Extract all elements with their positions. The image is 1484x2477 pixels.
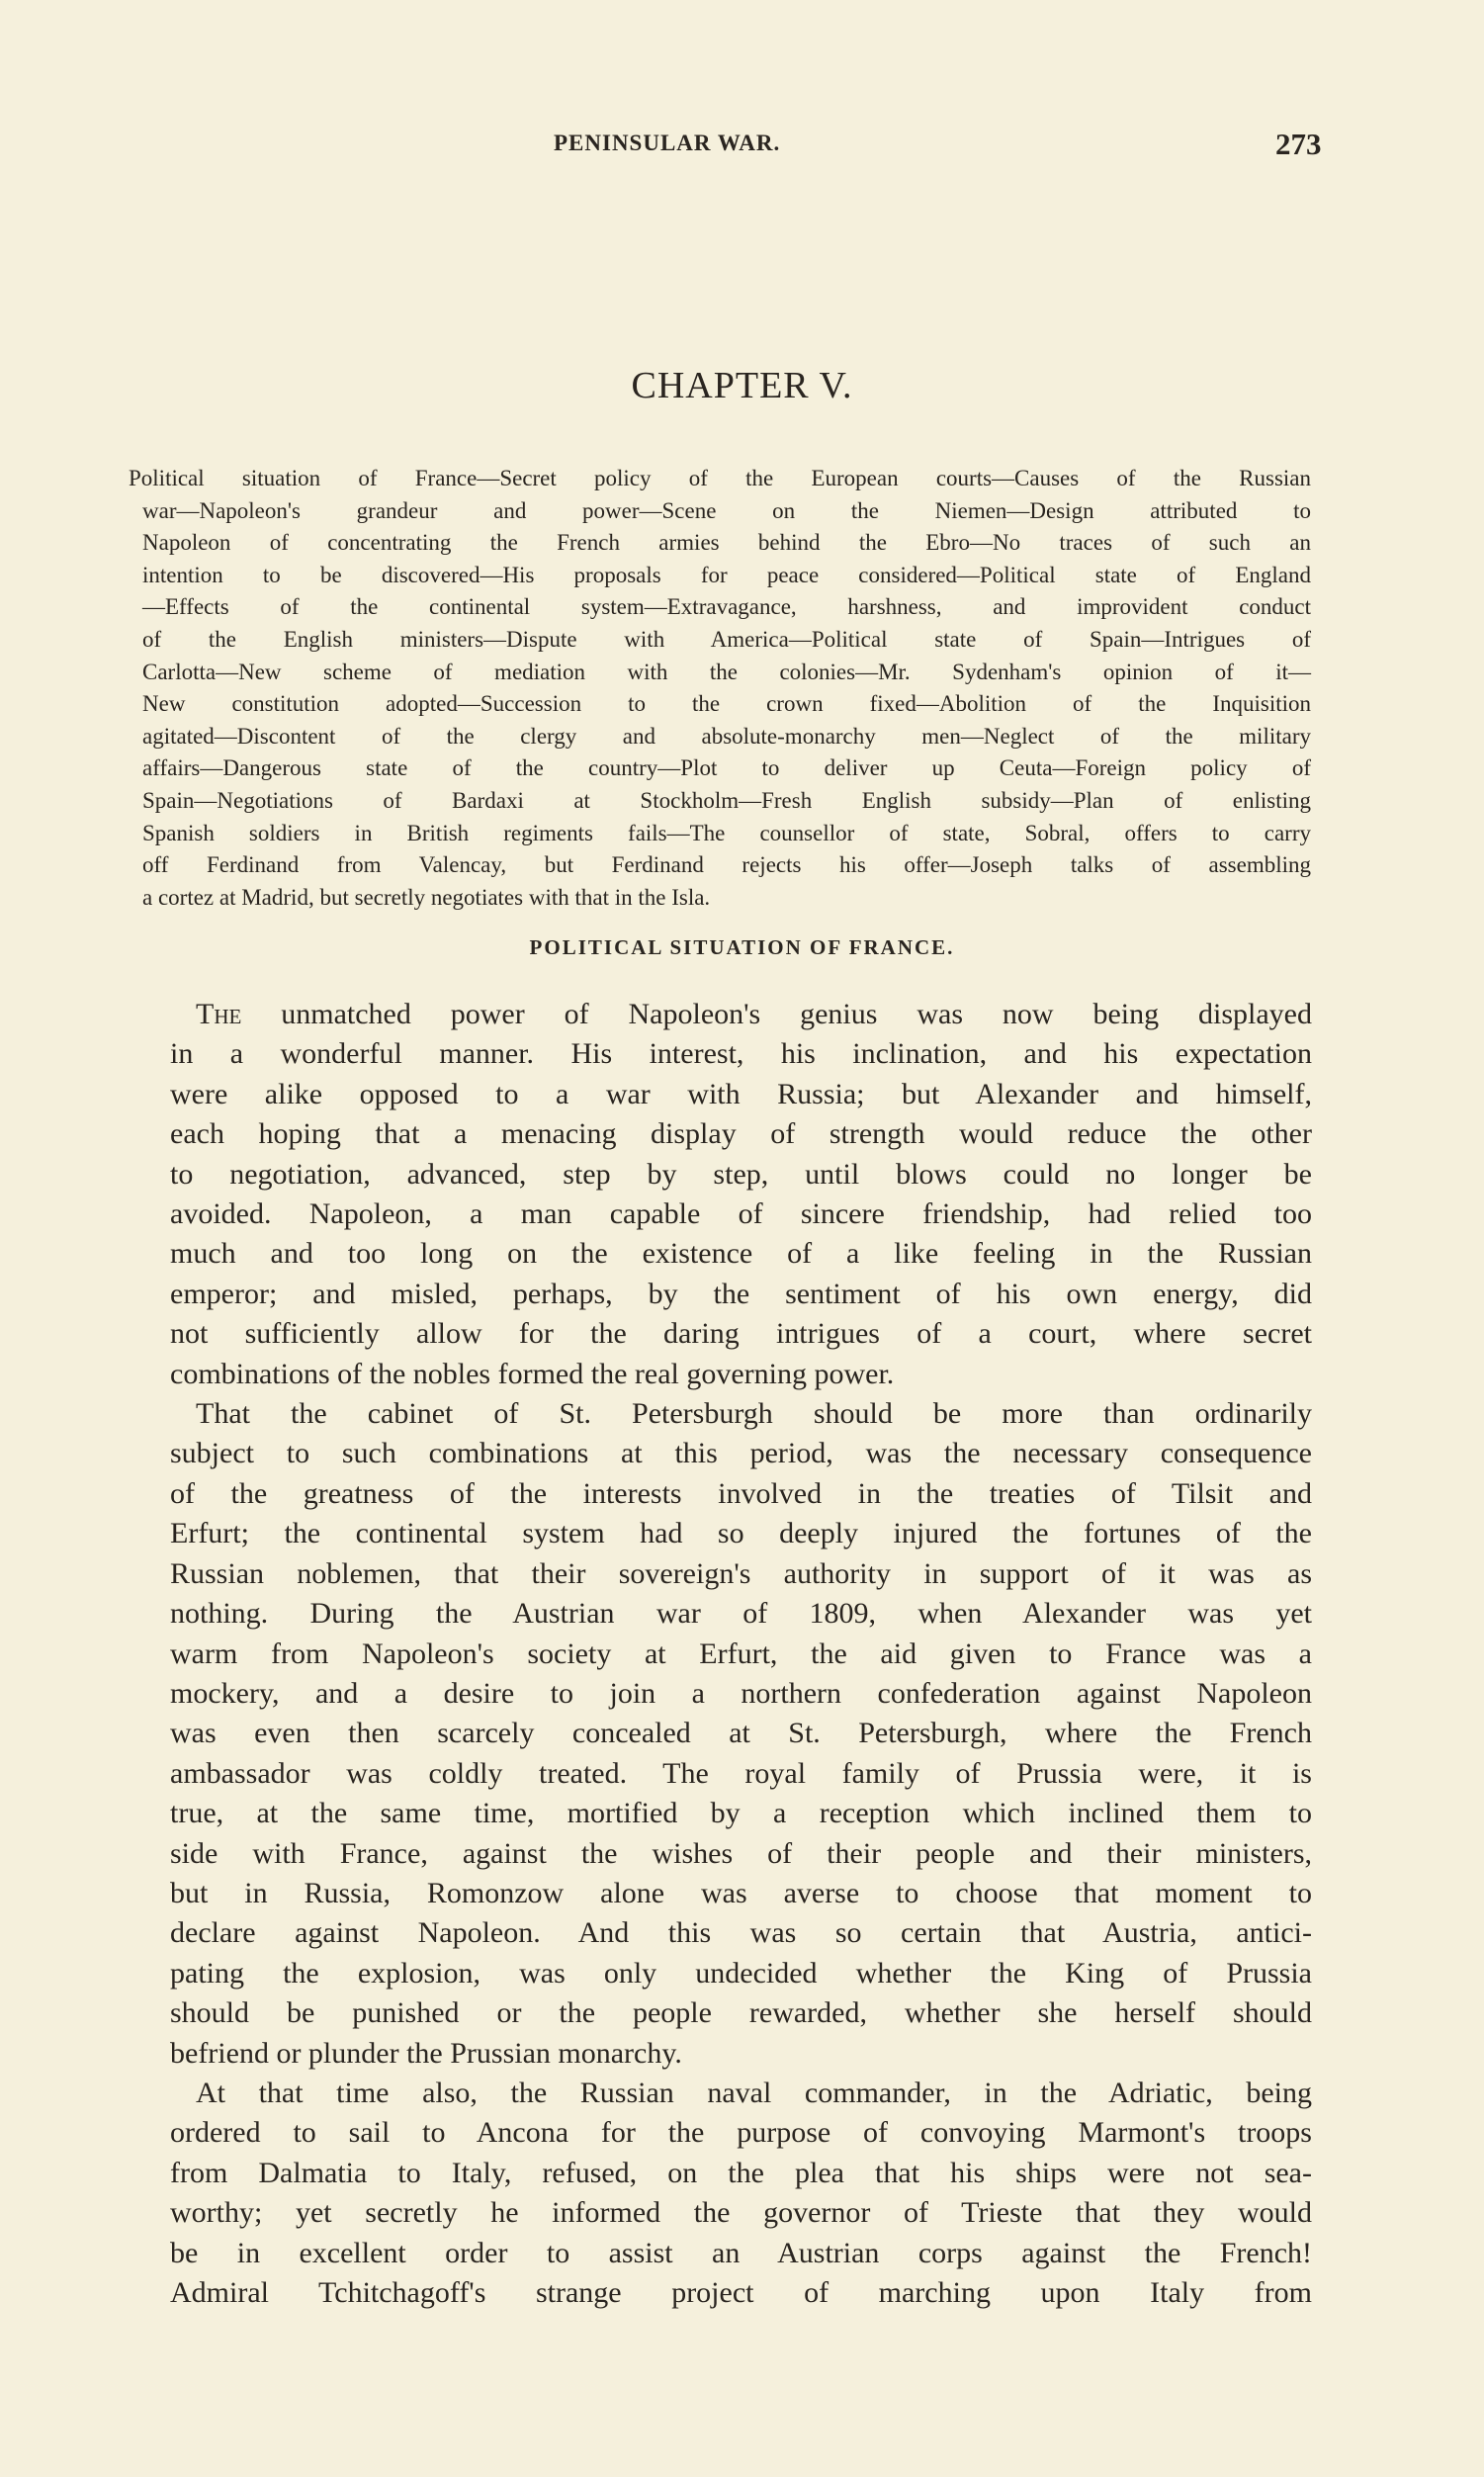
summary-line: Spanish soldiers in British regiments fails—The counsellor of state, Sobral, offers to carry xyxy=(142,820,1311,845)
body-line xyxy=(170,995,1312,1034)
summary-line: a cortez at Madrid, but secretly negotiates with that in the Isla. xyxy=(142,884,711,910)
body-line: Erfurt; the continental system had so deeply injured the fortunes of the xyxy=(170,1517,1312,1550)
body-line: to negotiation, advanced, step by step, until blows could no longer be xyxy=(170,1157,1312,1191)
body-line: true, at the same time, mortified by a reception which inclined them to xyxy=(170,1797,1312,1830)
body-line: At that time also, the Russian naval commander, in the Adriatic, being xyxy=(196,2076,1312,2109)
running-title: PENINSULAR WAR. xyxy=(554,131,781,155)
body-line: each hoping that a menacing display of strength would reduce the other xyxy=(170,1117,1312,1151)
body-line: ambassador was coldly treated. The royal family of Prussia were, it is xyxy=(170,1756,1312,1790)
body-line: much and too long on the existence of a like feeling in the Russian xyxy=(170,1237,1312,1271)
chapter-title: CHAPTER V. xyxy=(631,365,853,406)
summary-line: war—Napoleon's grandeur and power—Scene on the Niemen—Design attributed to xyxy=(142,497,1311,523)
body-line-text: unmatched power of Napoleon's genius was now being displayed xyxy=(241,998,1312,1030)
summary-line: affairs—Dangerous state of the country—Plot to deliver up Ceuta—Foreign policy of xyxy=(142,755,1311,781)
summary-line: Political situation of France—Secret policy of the European courts—Causes of the Russian xyxy=(129,466,1311,490)
body-line: was even then scarcely concealed at St. Petersburgh, where the French xyxy=(170,1717,1312,1750)
body-line: Admiral Tchitchagoff's strange project of marching upon Italy from xyxy=(170,2276,1312,2309)
page-number: 273 xyxy=(1275,127,1322,161)
body-line: avoided. Napoleon, a man capable of sincere friendship, had relied too xyxy=(170,1197,1312,1231)
body-line: but in Russia, Romonzow alone was averse to choose that moment to xyxy=(170,1876,1312,1909)
body-line: worthy; yet secretly he informed the governor of Trieste that they would xyxy=(170,2196,1312,2230)
body-line: of the greatness of the interests involved in the treaties of Tilsit and xyxy=(170,1476,1312,1510)
body-line: emperor; and misled, perhaps, by the sentiment of his own energy, did xyxy=(170,1277,1312,1310)
body-line: nothing. During the Austrian war of 1809, when Alexander was yet xyxy=(170,1597,1312,1631)
summary-line: Spain—Negotiations of Bardaxi at Stockholm—Fresh English subsidy—Plan of enlisting xyxy=(142,787,1311,813)
body-line: ordered to sail to Ancona for the purpose of convoying Marmont's troops xyxy=(170,2116,1312,2150)
body-line: in a wonderful manner. His interest, his inclination, and his expectation xyxy=(170,1037,1312,1071)
body-line: combinations of the nobles formed the real governing power. xyxy=(170,1357,895,1390)
summary-line: off Ferdinand from Valencay, but Ferdinand rejects his offer—Joseph talks of assembling xyxy=(142,852,1311,878)
body-line: side with France, against the wishes of their people and their ministers, xyxy=(170,1836,1312,1870)
body-line: Russian noblemen, that their sovereign's authority in support of it was as xyxy=(170,1556,1312,1590)
body-line: That the cabinet of St. Petersburgh should be more than ordinarily xyxy=(196,1397,1312,1431)
summary-line: intention to be discovered—His proposals for peace considered—Political state of England xyxy=(142,562,1311,587)
body-line: warm from Napoleon's society at Erfurt, the aid given to France was a xyxy=(170,1637,1312,1670)
body-line: from Dalmatia to Italy, refused, on the plea that his ships were not sea- xyxy=(170,2156,1312,2189)
body-line: not sufficiently allow for the daring intrigues of a court, where secret xyxy=(170,1317,1312,1351)
section-heading: POLITICAL SITUATION OF FRANCE. xyxy=(529,935,955,959)
opening-word: The xyxy=(196,998,242,1030)
body-line: pating the explosion, was only undecided whether the King of Prussia xyxy=(170,1956,1312,1990)
body-line: should be punished or the people rewarded, whether she herself should xyxy=(170,1996,1312,2030)
body-line: befriend or plunder the Prussian monarchy. xyxy=(170,2036,682,2070)
body-text xyxy=(170,995,1312,2313)
summary-line: New constitution adopted—Succession to the crown fixed—Abolition of the Inquisition xyxy=(142,691,1311,717)
summary-line: of the English ministers—Dispute with America—Political state of Spain—Intrigues of xyxy=(142,626,1311,652)
body-line: be in excellent order to assist an Austrian corps against the French! xyxy=(170,2236,1312,2269)
chapter-summary xyxy=(129,463,1311,914)
body-line: subject to such combinations at this period, was the necessary consequence xyxy=(170,1437,1312,1470)
body-line: were alike opposed to a war with Russia; but Alexander and himself, xyxy=(170,1077,1312,1110)
body-line: declare against Napoleon. And this was so certain that Austria, antici- xyxy=(170,1916,1312,1950)
summary-line: —Effects of the continental system—Extravagance, harshness, and improvident conduct xyxy=(142,594,1311,620)
body-line: mockery, and a desire to join a northern confederation against Napoleon xyxy=(170,1676,1312,1710)
summary-line: agitated—Discontent of the clergy and absolute-monarchy men—Neglect of the military xyxy=(142,723,1311,749)
summary-line: Carlotta—New scheme of mediation with the colonies—Mr. Sydenham's opinion of it— xyxy=(142,659,1311,684)
summary-line: Napoleon of concentrating the French armies behind the Ebro—No traces of such an xyxy=(142,530,1311,556)
